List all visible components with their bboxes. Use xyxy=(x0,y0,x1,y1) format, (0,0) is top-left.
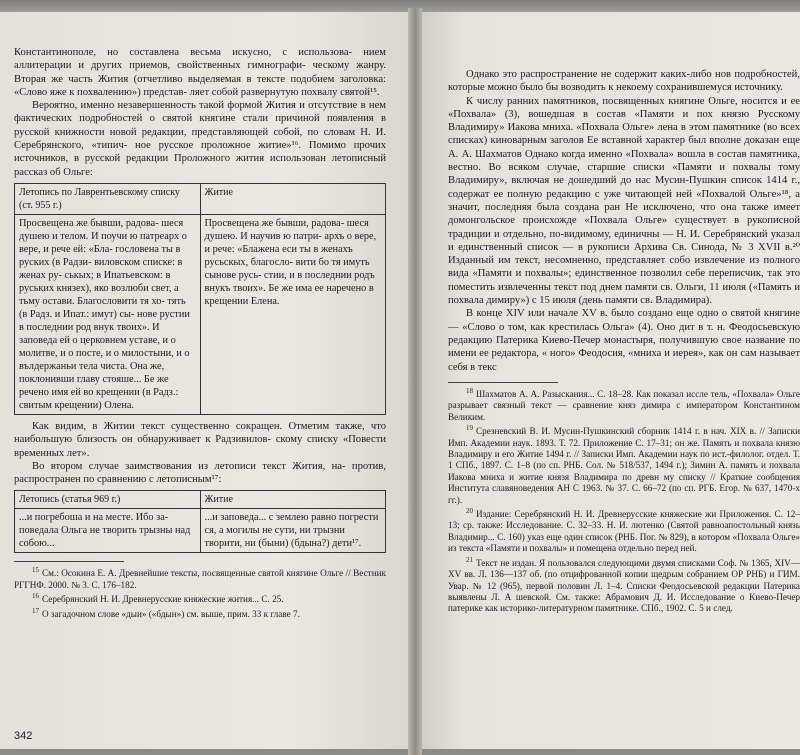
table1-head-right: Житие xyxy=(200,183,386,214)
table2-head-left: Летопись (статья 969 г.) xyxy=(15,491,201,509)
footnote-16 xyxy=(14,591,386,605)
footnote-text: Серебрянский Н. И. Древнерусские княжеские жития... С. 25. xyxy=(42,594,284,605)
footnote-number: 16 xyxy=(32,592,39,601)
right-paragraph-3: В конце XIV или начале XV в. было создано еще одно о святой княгине — «Слово о том, как крестилась Ольга» (4). Оно дит в т. н. Феодосьевскую редакцию Патерика Киево-Печер монастыря, получившую свое название по имени ее редактора, « ного» Феодосия, «мниха и иерея», как он сам называет себя в текс xyxy=(448,308,800,373)
footnote-number: 20 xyxy=(466,507,473,516)
right-page xyxy=(418,12,800,749)
left-paragraph-2: Вероятно, именно незавершенность такой формой Жития и отсутствие в нем фактических подробностей о святой княгине стали причиной появления в русской книжности новой редакции, представляющей собой, по словам Н. И. Серебрянского, «типич- ное русское проложное житие»¹⁶. Помимо прочих источников, в русской редакции Проложного жития использован летописный рассказ об Ольге: xyxy=(14,100,386,178)
right-paragraph-1: Однако это распространение не содержит каких-либо нов подробностей, которые можно было бы возводить к некоему сохранившемуся источнику. xyxy=(448,69,800,94)
footnote-17 xyxy=(14,606,386,620)
left-page xyxy=(0,12,412,749)
footnote-number: 21 xyxy=(466,555,473,564)
right-text-column xyxy=(448,68,800,615)
footnote-rule-left xyxy=(14,561,124,562)
footnote-text: Шахматов А. А. Разыскания... С. 18–28. Как показал иссле тель, «Похвала» Ольге разрывает связный текст — сравнение княз димира с императором Константином Великим. xyxy=(448,388,800,422)
left-paragraph-1: Константинополе, но составлена весьма искусно, с использова- нием аллитерации и других приемов, свойственных гимнографи- ческому жанру. Вторая же часть Жития (отчетливо выделяемая в тексте подобием заголовка: «Слово яже к похвалению») представ- ляет собой развернутую похвалу святой¹⁵. xyxy=(14,47,386,98)
table2-cell-right: ...и заповеда... с землею равно погрести ся, а могилы не сути, ни трызни творити, ни (быни) (бдына?) дети¹⁷. xyxy=(200,509,386,553)
table1-cell-left: Просвещена же бывши, радова- шеся душею и телом. И поучи ю патреарх о вере, и рече ей: «Бла- гословена ты в руских (в Радзи- виловском списке: в женах ру- ськых; в Ипатьевском: в руських князех), яко возлюби свет, а тьму остави. Благословити тя хо- тять (в Радз. и Ипат.: имут) сы- нове рустии в последнии род внук твоих». И заповеда ей о церковнем уставе, и о молитве, и о посте, и о милостыни, и о вълдержаньи тела чиста. Она же, поклонивши главу стояше... Бе же речено имя ей во крещении (в Радз.: свитым крещении) Олена. xyxy=(15,214,201,414)
footnote-text: О загадочном слове «дыи» («бдын») см. выше, прим. 33 к главе 7. xyxy=(42,608,300,619)
comparison-table-2 xyxy=(14,490,386,553)
footnote-text: См.: Осокина Е. А. Древнейшие тексты, посвященные святой княгине Ольге // Вестник РГГНФ. 2000. № 3. С. 176–182. xyxy=(14,568,386,590)
footnote-text: Срезневский В. И. Мусин-Пушкинский сборник 1414 г. в нач. XIX в. // Записки Имп. Академии наук. 1893. Т. 72. Приложение С. 17–31; он же. Память и похвала князю Владимиру и его Житие 1494 г. // Записки Имп. Академии наук по ист.-филолог. отдел. Т. 1 СПб., 1897. С. 1–8 (по сп. РНБ. Сол. № 518/537, 1494 г.); Зимин А. память и похвала Иакова мниха и житие князя Владимира по древн му списку // Краткие сообщения Института славяноведения АН С 1963. № 37. С. 66–72 (по сп. РГБ. Егор. № 637, 1470-х гг.). xyxy=(448,426,800,505)
footnote-rule-right xyxy=(448,382,558,383)
book-gutter xyxy=(408,8,422,755)
footnote-number: 18 xyxy=(466,386,473,395)
table2-cell-left: ...и погребоша и на месте. Ибо за- поведала Ольга не творить трызны над собою... xyxy=(15,509,201,553)
table2-head-right: Житие xyxy=(200,491,386,509)
footnote-15 xyxy=(14,565,386,591)
footnote-text: Издание: Серебрянский Н. И. Древнерусские княжеские жи Приложения. С. 12–13; ср. также: Исследование. С. 32–33. Н. И. лютенко (Святой равноапостольный князь Владимир... С. 160) указ еще один список (РНБ. Пог. № 829), в котором «Похвала Ольге» из текста «Памяти и похвалы» и помещена отдельно перед ней. xyxy=(448,509,800,554)
comparison-table-1 xyxy=(14,183,386,415)
footnote-18 xyxy=(448,386,800,423)
table1-head-left: Летопись по Лаврентьевскому списку (ст. 955 г.) xyxy=(15,183,201,214)
footnote-text: Текст не издан. Я пользовался следующими двумя списками Соф. № 1365, XIV—XV вв. Л. 136—137 об. (по отцифрованной копии щедрым собранием ОР РНБ) и ГИМ. Увар. № 12 (965), первой половин Л. 1–4. Списки Феодосьевской редакции Патерика выявлены Л. А шевской. См. также: Абрамович Д. И. Исследование о Киево-Печер патерике как историко-литературном памятнике. СПб., 1902. С. 5 и след. xyxy=(448,557,800,614)
left-text-column xyxy=(14,46,386,620)
footnote-number: 15 xyxy=(32,566,39,575)
footnote-20 xyxy=(448,506,800,555)
footnote-19 xyxy=(448,423,800,506)
left-footnotes xyxy=(14,565,386,620)
table1-cell-right: Просвещена же бывши, радова- шеся душею. И научив ю патри- архъ о вере, и рече: «Блажена еси ты в женахъ русьскых, благосло- вити бо тя имуть сынове русь- стии, и в последнии родъ внукъ твоих». Бе же има ее наречено в крещении Елена. xyxy=(200,214,386,414)
footnote-number: 19 xyxy=(466,424,473,433)
footnote-21 xyxy=(448,555,800,615)
footnote-number: 17 xyxy=(32,606,39,615)
right-paragraph-2: К числу ранних памятников, посвященных княгине Ольге, носится и ее «Похвала» (3), вошедшая в состав «Памяти и пох князю Русскому Владимиру» Иакова мниха. «Похвала Ольге» лена в этом памятнике (во всех списках) киноварным заголов Ее вставной характер был вполне доказан еще А. А. Шахматов Однако когда именно «Похвала» вошла в состав памятника, вестно. Во всяком случае, старшие списки «Памяти и похвалы тому Владимиру», включая не дошедший до нас Мусин-Пушкин список 1414 г., содержат ее полную редакцию с уже читающей ней «Похвалой Ольге»¹⁸, а значит, последняя была создана ран Не исключено, что она также имеет домонгольское происхожде «Похвала Ольге» существует в рукописной традиции и отдельно, по-видимому, единичны — Н. И. Серебрянский указал и единственный список — в рукописи Архива Св. Синода, № 3 XVII в.²⁰ Изданный им текст, несомненно, представляет собо извлечение из полного вида «Памяти и похвалы»; единственное позволил себе переписчик, так это поместить извлеченны текст под днем памяти св. Ольги, 11 июля («Память и похвала димиру») с 15 июля (день памяти св. Владимира). xyxy=(448,95,800,307)
left-paragraph-4: Во втором случае заимствования из летописи текст Жития, на- против, распространен по сравнению с летописным¹⁷: xyxy=(14,460,386,486)
right-footnotes xyxy=(448,386,800,615)
page-number: 342 xyxy=(14,730,33,742)
left-paragraph-3: Как видим, в Житии текст существенно сокращен. Отметим также, что наибольшую близость он обнаруживает к Радзивилов- скому списку «Повести временных лет». xyxy=(14,420,386,459)
